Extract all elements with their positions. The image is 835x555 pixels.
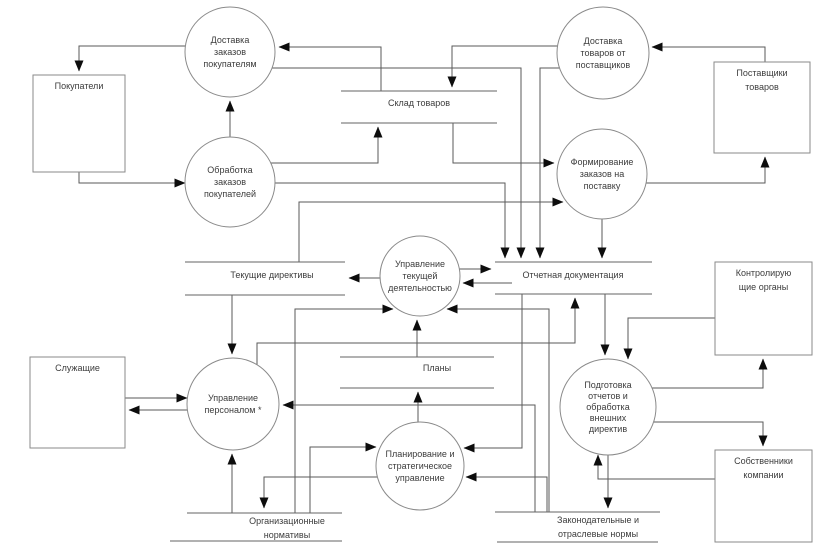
process-personnel-management (187, 358, 279, 450)
process-label: Доставка (210, 35, 250, 45)
process-label: отчетов и (588, 391, 628, 401)
process-label: Формирование (570, 157, 634, 167)
external-entity-customers (33, 75, 125, 172)
store-label: отраслевые нормы (557, 529, 639, 539)
flow-Склад товаро-to-Доставка зак (279, 47, 381, 91)
store-label: Склад товаров (387, 98, 451, 108)
data-store-organizational-norms (170, 513, 342, 541)
flow-Обработка за-to-Отчетная док (275, 183, 505, 258)
flow-Поставщики т-to-Доставка тов (652, 47, 765, 62)
store-label: Планы (422, 363, 452, 373)
flow-Организацион-to-Планирование (310, 447, 376, 513)
process-label: текущей (402, 271, 438, 281)
process-delivery-orders-to-customers (185, 7, 275, 97)
flow-Отчетная док-to-Планирование (464, 294, 522, 448)
flow-Подготовка о-to-Собственники (654, 422, 763, 446)
entity-label: компании (743, 470, 784, 480)
store-label: Законодательные и (557, 515, 639, 525)
process-processing-customer-orders (185, 137, 275, 227)
store-label: нормативы (263, 530, 311, 540)
process-label: заказов (214, 47, 246, 57)
flow-Планирование-to-Организацион (264, 477, 377, 508)
flow-Покупатели-to-Обработка за (79, 172, 185, 183)
flow-Собственники-to-Подготовка о (598, 455, 715, 479)
process-label: Подготовка (584, 380, 632, 390)
flow-Контролирующ-to-Подготовка о (628, 318, 715, 359)
entity-label: Покупатели (54, 81, 104, 91)
data-store-reporting-documentation (495, 262, 652, 294)
process-forming-supply-orders (557, 129, 647, 219)
external-entity-goods-suppliers (714, 62, 810, 153)
process-label: покупателям (203, 59, 257, 69)
external-entity-controlling-bodies (715, 262, 812, 355)
process-label: управление (395, 473, 445, 483)
process-label: заказов (214, 177, 246, 187)
process-label: Управление (394, 259, 446, 269)
process-label: товаров от (580, 48, 626, 58)
entity-label: Служащие (55, 363, 100, 373)
process-label: директив (588, 424, 628, 434)
process-label: стратегическое (387, 461, 453, 471)
process-current-activity-management (380, 236, 460, 316)
process-planning-strategic-management (376, 422, 464, 510)
process-label: Доставка (583, 36, 623, 46)
store-label: Отчетная документация (522, 270, 624, 280)
process-delivery-goods-from-suppliers (557, 7, 649, 99)
flow-Доставка тов-to-Склад товаро (452, 46, 558, 87)
entity-label: Собственники (734, 456, 793, 466)
store-label: Организационные (249, 516, 325, 526)
process-label: Управление (207, 393, 259, 403)
entity-label: Контролирую (735, 268, 792, 278)
process-label: деятельностью (388, 283, 452, 293)
external-entity-employees (30, 357, 125, 448)
process-label: Обработка (207, 165, 253, 175)
process-label: заказов на (579, 169, 625, 179)
store-label: Текущие директивы (230, 270, 314, 280)
data-store-current-directives (185, 262, 345, 295)
process-label: поставщиков (575, 60, 631, 70)
external-entity-company-owners (715, 450, 812, 542)
flow-Склад товаро-to-Формирование (453, 123, 554, 163)
data-store-goods-warehouse (341, 91, 497, 123)
process-label: обработка (586, 402, 630, 412)
flow-Подготовка о-to-Контролирующ (652, 359, 763, 388)
data-store-legislative-industry-norms (495, 512, 660, 542)
flow-Формирование-to-Поставщики т (646, 157, 765, 183)
entity-label: щие органы (738, 282, 789, 292)
entity-label: Поставщики (736, 68, 788, 78)
process-label: Планирование и (385, 449, 455, 459)
process-label: покупателей (203, 189, 257, 199)
process-label: персоналом * (204, 405, 262, 415)
flow-Законодатель-to-Управление т (447, 309, 549, 512)
process-label: поставку (583, 181, 621, 191)
data-store-plans (340, 357, 494, 388)
process-reports-preparation (560, 359, 656, 455)
process-circle (187, 358, 279, 450)
entity-label: товаров (745, 82, 779, 92)
flow-Обработка за-to-Склад товаро (271, 127, 378, 163)
process-label: внешних (589, 413, 627, 423)
flow-Доставка зак-to-Покупатели (79, 46, 185, 71)
